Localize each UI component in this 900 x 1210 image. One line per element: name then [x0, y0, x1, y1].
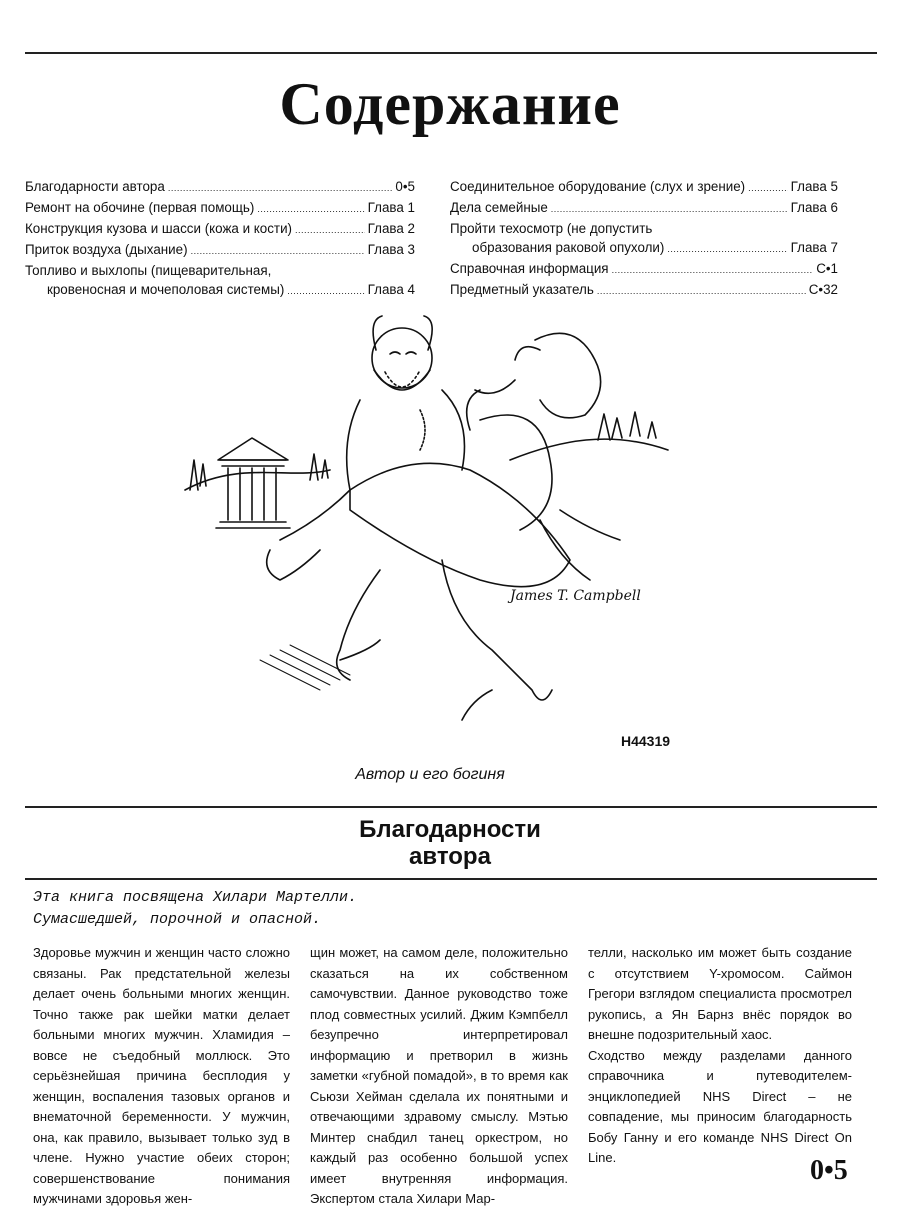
body-paragraph: щин может, на самом деле, положительно сказаться на их собственном самочувствии. Данное руководство тоже плод совместных усилий. Джим Кэмпбелл безупречно интерпретировал информацию и претворил в жизнь заметки «губной помадой», в то время как Сьюзи Хейман сделала их понятными и отвечающими здравому смыслу. Мэтью Минтер снабдил танец оркестром, но каждый раз особенно большой успех имеет внутренняя информация. Экспертом стала Хилари Мар- [310, 945, 568, 1206]
toc-entry[interactable] [450, 198, 838, 219]
temple-icon [216, 438, 290, 528]
toc-dot-leader [748, 177, 788, 198]
toc-left-column [25, 177, 415, 301]
toc-dot-leader [295, 219, 365, 240]
toc-entry-title: Ремонт на обочине (первая помощь) [25, 200, 255, 215]
toc-entry[interactable] [25, 198, 415, 219]
toc-right-column [450, 177, 838, 301]
man-figure [337, 316, 552, 720]
toc-entry-title-line2: кровеносная и мочеполовая системы) [47, 282, 285, 297]
artist-signature: James T. Campbell [510, 588, 641, 604]
section-heading-line2: автора [409, 843, 491, 870]
toc-entry[interactable] [25, 261, 415, 301]
toc-entry[interactable] [25, 240, 415, 261]
toc-entry-title: Приток воздуха (дыхание) [25, 242, 188, 257]
toc-entry-page: Глава 7 [790, 240, 838, 255]
heading-rule [25, 878, 877, 880]
toc-entry[interactable] [25, 177, 415, 198]
toc-dot-leader [287, 280, 364, 301]
toc-entry-title: Соединительное оборудование (слух и зрение) [450, 179, 746, 194]
cartoon-illustration [180, 310, 670, 770]
dedication [33, 887, 633, 931]
body-paragraph: Здоровье мужчин и женщин часто сложно связаны. Рак предстательной железы делает очень больными многих женщин. Точно также рак шейки матки делает больными многих мужчин. Хламидия – вовсе не съедобный моллюск. Это серьёзнейшая причина бесплодия у женщин, воспаления тазовых органов и внематочной беременности. У мужчин, она, как правило, вызывает только зуд в члене. Нужно участие обеих сторон; совершенствование понимания мужчинами здоровья жен- [33, 945, 290, 1206]
toc-dot-leader [612, 259, 814, 280]
toc-entry-page: С•1 [816, 261, 838, 276]
ground-shading [260, 645, 350, 690]
toc-entry[interactable] [450, 280, 838, 301]
toc-entry-title-line1: Пройти техосмотр (не допустить [450, 221, 653, 236]
top-rule [25, 52, 877, 54]
figure-caption: Автор и его богиня [355, 766, 505, 783]
toc-entry-title: Дела семейные [450, 200, 548, 215]
toc-dot-leader [597, 280, 806, 301]
toc-entry-title: Предметный указатель [450, 282, 594, 297]
body-paragraph: телли, насколько им может быть создание с отсутствием Y-хромосом. Саймон Грегори взглядом специалиста просмотрел рукопись, а Ян Барнз внёс порядок во внешне подозрительный хаос. [588, 945, 852, 1042]
toc-entry-title: Справочная информация [450, 261, 609, 276]
body-column-1 [33, 943, 290, 1210]
toc-entry-page: Глава 1 [367, 200, 415, 215]
toc-entry-title: Благодарности автора [25, 179, 165, 194]
toc-entry[interactable] [450, 219, 838, 259]
section-rule [25, 806, 877, 808]
toc-entry-page: Глава 4 [367, 282, 415, 297]
body-paragraph: Сходство между разделами данного справочника и путеводителем-энциклопедией NHS Direct – не совпадение, мы приносим благодарность Бобу Ганну и его команде NHS Direct On Line. [588, 1047, 852, 1165]
dedication-line1: Эта книга посвящена Хилари Мартелли. [33, 889, 358, 906]
toc-entry-title-line1: Топливо и выхлопы (пищеварительная, [25, 263, 272, 278]
toc-entry-page: 0•5 [395, 179, 415, 194]
body-column-3 [588, 943, 852, 1169]
toc-dot-leader [551, 198, 788, 219]
hills-line [185, 439, 668, 490]
toc-dot-leader [168, 177, 393, 198]
section-heading [0, 816, 900, 870]
page-number: 0•5 [810, 1155, 848, 1186]
toc-entry-page: Глава 6 [790, 200, 838, 215]
page-title: Содержание [279, 71, 621, 137]
toc-dot-leader [667, 238, 787, 259]
figure-code: H44319 [621, 733, 671, 749]
toc-entry[interactable] [25, 219, 415, 240]
toc-entry-page: С•32 [808, 282, 838, 297]
toc-entry[interactable] [450, 259, 838, 280]
toc-dot-leader [257, 198, 364, 219]
section-heading-line1: Благодарности [359, 816, 541, 843]
woman-figure [267, 333, 620, 586]
toc-entry-page: Глава 5 [790, 179, 838, 194]
body-column-2 [310, 943, 568, 1210]
toc-entry-title: Конструкция кузова и шасси (кожа и кости) [25, 221, 293, 236]
dedication-line2: Сумасшедшей, порочной и опасной. [33, 911, 322, 928]
toc-entry-page: Глава 3 [367, 242, 415, 257]
toc-entry-page: Глава 2 [367, 221, 415, 236]
toc-entry[interactable] [450, 177, 838, 198]
toc-dot-leader [191, 240, 365, 261]
toc-entry-title-line2: образования раковой опухоли) [472, 240, 665, 255]
